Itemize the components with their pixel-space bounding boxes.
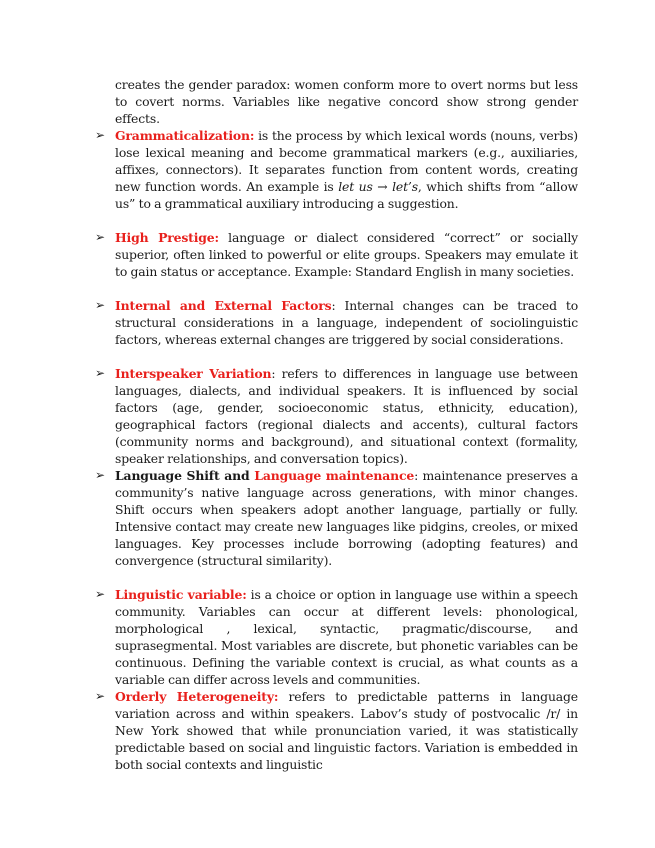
intro-text: creates the gender paradox: women conform more to overt norms but less to covert norms. Variables like negative concord show strong gender effects. — [115, 77, 578, 126]
entry-interspeaker-variation — [95, 365, 578, 467]
entry-italic: let us — [338, 179, 373, 194]
entry-text: : maintenance preserves a community’s native language across generations, with minor changes. Shift occurs when speakers adopt another language, partially or fully. Intensive contact may create new languages like pidgins, creoles, or mixed languages. Key processes include borrowing (adopting features) and convergence (structural similarity). — [115, 468, 578, 568]
entry-linguistic-variable — [95, 586, 579, 688]
bullet-arrow-icon: ➢ — [95, 128, 105, 142]
bullet-arrow-icon: ➢ — [95, 587, 105, 601]
entry-term: Orderly Heterogeneity: — [115, 689, 279, 704]
entry-term: Interspeaker Variation — [115, 366, 272, 381]
entry-italic: let’s — [392, 179, 418, 194]
entry-term: Internal and External Factors — [115, 298, 332, 313]
bullet-arrow-icon: ➢ — [95, 230, 105, 244]
intro-paragraph — [115, 76, 578, 127]
bullet-arrow-icon: ➢ — [95, 366, 105, 380]
entry-text: language or dialect considered “correct” or socially superior, often linked to powerful or elite groups. Speakers may emulate it to gain status or acceptance. Example: Standard English in many societies. — [115, 230, 578, 279]
entry-arrow: → — [372, 179, 393, 194]
entry-text: : Internal changes can be traced to structural considerations in a language, independent of sociolinguistic factors, whereas external changes are triggered by social considerations. — [115, 298, 579, 347]
entry-term: Grammaticalization: — [115, 128, 255, 143]
bullet-arrow-icon: ➢ — [95, 468, 105, 482]
entry-term: High Prestige: — [115, 230, 219, 245]
entry-internal-external-factors — [95, 297, 579, 348]
entry-term-black: Language Shift and — [115, 468, 255, 483]
entry-grammaticalization — [95, 127, 578, 212]
entry-term: Language maintenance — [254, 468, 415, 483]
entry-text: is a choice or option in language use within a speech community. Variables can occur at different levels: phonological, morphological , lexical, syntactic, pragmatic/discourse, and suprasegmental. Most variables are discrete, but phonetic variables can be continuous. Defining the variable context is crucial, as what counts as a variable can differ across levels and communities. — [115, 587, 579, 687]
entry-text: is the process by which lexical words (nouns, verbs) lose lexical meaning and become grammatical markers (e.g., auxiliaries, affixes, connectors). It separates function from content words, creating new function words. An example is — [115, 128, 578, 194]
entry-high-prestige — [95, 229, 578, 280]
entry-text: refers to predictable patterns in language variation across and within speakers. Labov’s study of postvocalic /r/ in New York showed that while pronunciation varied, it was statistically predictable based on social and linguistic factors. Variation is embedded in both social contexts and linguistic — [115, 689, 578, 772]
entry-language-shift — [95, 467, 578, 569]
entry-text: : refers to differences in language use between languages, dialects, and individual speakers. It is influenced by social factors (age, gender, socioeconomic status, ethnicity, education), geographical factors (regional dialects and accents), cultural factors (community norms and background), and situational context (formality, speaker relationships, and conversation topics). — [115, 366, 578, 466]
entry-term: Linguistic variable: — [115, 587, 247, 602]
bullet-arrow-icon: ➢ — [95, 298, 105, 312]
bullet-arrow-icon: ➢ — [95, 689, 105, 703]
entry-orderly-heterogeneity — [95, 688, 578, 773]
entry-text: , which shifts from “allow us” to a grammatical auxiliary introducing a suggestion. — [115, 179, 578, 211]
